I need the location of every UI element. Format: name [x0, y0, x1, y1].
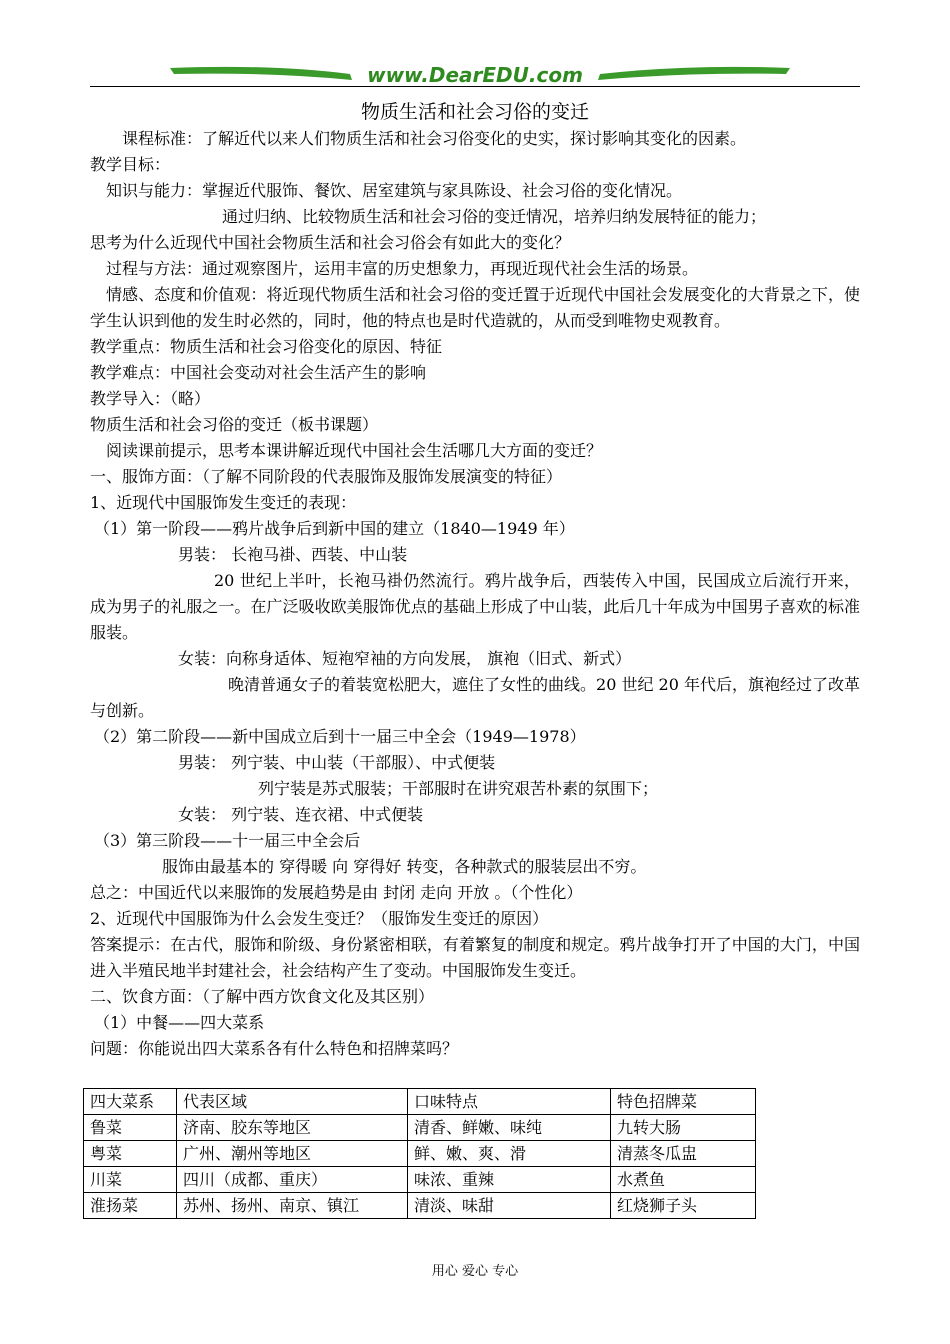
page-footer: 用心 爱心 专心 [431, 1264, 519, 1279]
teaching-key-point: 教学重点：物质生活和社会习俗变化的原因、特征 [90, 337, 443, 356]
teaching-goals-heading: 教学目标： [90, 155, 171, 174]
stage-two-menswear-detail: 列宁装是苏式服装；干部服时在讲究艰苦朴素的氛围下； [258, 779, 659, 798]
table-cell: 味浓、重辣 [408, 1167, 611, 1193]
section-clothing-heading: 一、服饰方面：（了解不同阶段的代表服饰及服饰发展演变的特征） [90, 467, 563, 486]
table-cell: 水煮鱼 [611, 1167, 756, 1193]
table-cell: 鲜、嫩、爽、滑 [408, 1141, 611, 1167]
document-body [90, 126, 860, 1062]
goal-process: 过程与方法：通过观察图片，运用丰富的历史想象力，再现近现代社会生活的场景。 [106, 259, 699, 278]
table-row [84, 1115, 756, 1141]
goal-knowledge: 知识与能力：掌握近代服饰、餐饮、居室建筑与家具陈设、社会习俗的变化情况。 [106, 181, 683, 200]
stage-three-heading: （3）第三阶段——十一届三中全会后 [94, 831, 361, 850]
header-rule [90, 86, 860, 87]
stage-two-heading: （2）第二阶段——新中国成立后到十一届三中全会（1949—1978） [94, 727, 586, 746]
cuisine-table [83, 1088, 756, 1219]
site-logo-text: www.DearEDU.com [367, 63, 583, 87]
table-cell: 九转大肠 [611, 1115, 756, 1141]
table-row [84, 1141, 756, 1167]
goal-values: 情感、态度和价值观：将近现代物质生活和社会习俗的变迁置于近现代中国社会发展变化的大背景之下，使学生认识到他的发生时必然的，同时，他的特点也是时代造就的，从而受到唯物史观教育。 [90, 285, 860, 330]
table-cell: 清淡、味甜 [408, 1193, 611, 1219]
right-swoosh [598, 67, 790, 80]
section-diet-heading: 二、饮食方面：（了解中西方饮食文化及其区别） [90, 987, 435, 1006]
goal-ability: 通过归纳、比较物质生活和社会习俗的变迁情况，培养归纳发展特征的能力； [222, 207, 767, 226]
board-title: 物质生活和社会习俗的变迁（板书课题） [90, 415, 379, 434]
goal-thinking: 思考为什么近现代中国社会物质生活和社会习俗会有如此大的变化？ [90, 233, 571, 252]
stage-two-womenswear: 女装： 列宁装、连衣裙、中式便装 [178, 805, 424, 824]
table-header-cell: 代表区域 [177, 1089, 408, 1115]
reading-prompt: 阅读课前提示，思考本课讲解近现代中国社会生活哪几大方面的变迁？ [106, 441, 603, 460]
stage-one-menswear-detail: 20 世纪上半叶，长袍马褂仍然流行。鸦片战争后，西装传入中国，民国成立后流行开来，成为男子的礼服之一。在广泛吸收欧美服饰优点的基础上形成了中山装，此后几十年成为中国男子喜欢的标准服装。 [90, 571, 860, 642]
stage-three-detail: 服饰由最基本的 穿得暖 向 穿得好 转变，各种款式的服装层出不穷。 [162, 857, 647, 876]
clothing-changes-heading: 1、近现代中国服饰发生变迁的表现： [90, 493, 357, 512]
table-row [84, 1193, 756, 1219]
table-cell: 四川（成都、重庆） [177, 1167, 408, 1193]
table-row [84, 1167, 756, 1193]
clothing-reason-question: 2、近现代中国服饰为什么会发生变迁？（服饰发生变迁的原因） [90, 909, 549, 928]
table-cell: 清香、鲜嫩、味纯 [408, 1115, 611, 1141]
stage-one-womenswear-detail: 晚清普通女子的着装宽松肥大，遮住了女性的曲线。20 世纪 20 年代后，旗袍经过了改革与创新。 [90, 675, 860, 720]
table-header-cell: 四大菜系 [84, 1089, 177, 1115]
table-cell: 淮扬菜 [84, 1193, 177, 1219]
site-header-banner [90, 60, 860, 92]
clothing-reason-answer: 答案提示：在古代，服饰和阶级、身份紧密相联，有着繁复的制度和规定。鸦片战争打开了中国的大门，中国进入半殖民地半封建社会，社会结构产生了变动。中国服饰发生变迁。 [90, 935, 860, 980]
table-cell: 苏州、扬州、南京、镇江 [177, 1193, 408, 1219]
table-cell: 广州、潮州等地区 [177, 1141, 408, 1167]
stage-one-menswear: 男装： 长袍马褂、西装、中山装 [178, 545, 408, 564]
table-cell: 红烧狮子头 [611, 1193, 756, 1219]
left-swoosh [170, 67, 352, 80]
table-cell: 粤菜 [84, 1141, 177, 1167]
stage-one-heading: （1）第一阶段——鸦片战争后到新中国的建立（1840—1949 年） [94, 519, 575, 538]
table-header-cell: 特色招牌菜 [611, 1089, 756, 1115]
table-cell: 川菜 [84, 1167, 177, 1193]
table-cell: 清蒸冬瓜盅 [611, 1141, 756, 1167]
cuisine-question: 问题：你能说出四大菜系各有什么特色和招牌菜吗？ [90, 1039, 459, 1058]
stage-two-menswear: 男装： 列宁装、中山装（干部服）、中式便装 [178, 753, 496, 772]
table-header-row [84, 1089, 756, 1115]
site-logo-banner [90, 60, 860, 92]
table-cell: 鲁菜 [84, 1115, 177, 1141]
chinese-cuisine-heading: （1）中餐——四大菜系 [94, 1013, 265, 1032]
page-title: 物质生活和社会习俗的变迁 [360, 101, 589, 123]
stage-one-womenswear: 女装：向称身适体、短袍窄袖的方向发展， 旗袍（旧式、新式） [178, 649, 632, 668]
course-standard: 课程标准：了解近代以来人们物质生活和社会习俗变化的史实，探讨影响其变化的因素。 [122, 129, 747, 148]
teaching-introduction: 教学导入：（略） [90, 389, 211, 408]
table-cell: 济南、胶东等地区 [177, 1115, 408, 1141]
teaching-difficulty: 教学难点：中国社会变动对社会生活产生的影响 [90, 363, 427, 382]
clothing-summary: 总之：中国近代以来服饰的发展趋势是由 封闭 走向 开放 。（个性化） [90, 883, 583, 902]
table-header-cell: 口味特点 [408, 1089, 611, 1115]
